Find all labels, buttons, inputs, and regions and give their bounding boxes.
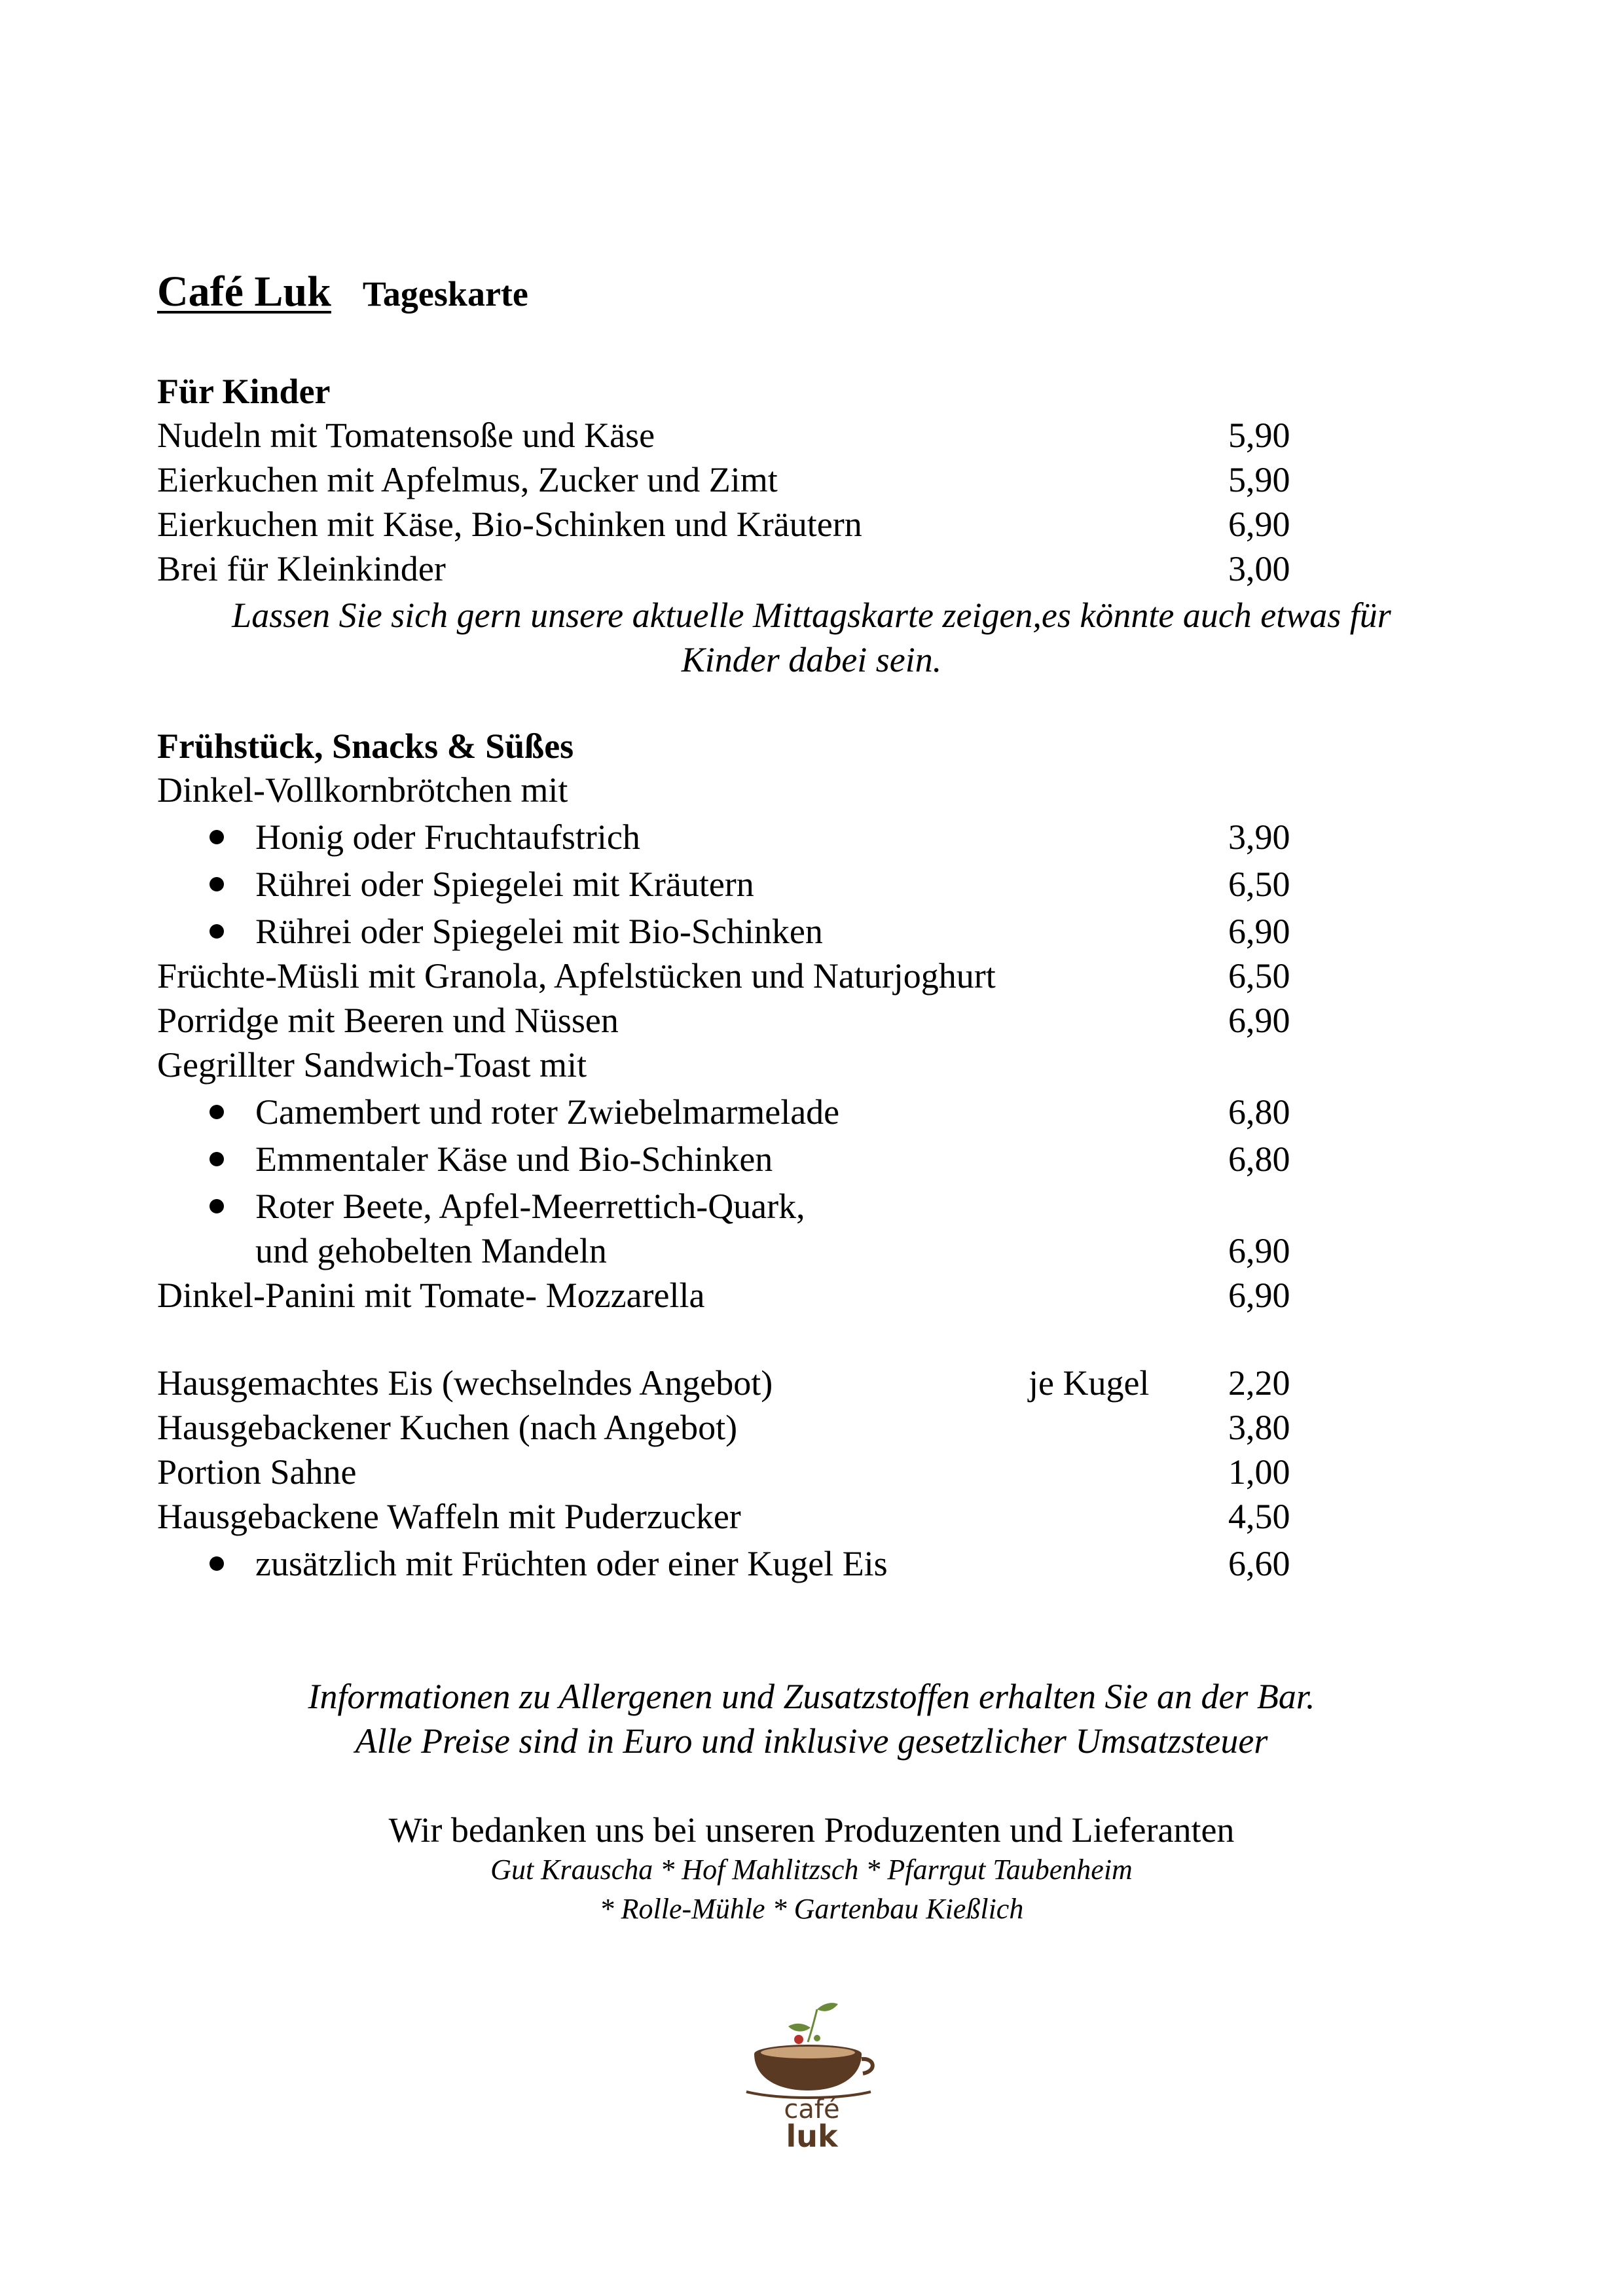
- section-heading-kinder: Für Kinder: [157, 372, 331, 411]
- menu-item-price: 2,20: [1228, 1363, 1290, 1403]
- menu-item-price: 6,80: [1228, 1092, 1290, 1132]
- menu-item-price: 6,90: [1228, 1231, 1290, 1270]
- bullet-icon: [210, 1556, 224, 1571]
- menu-item-name: Portion Sahne: [157, 1452, 357, 1492]
- bullet-icon: [210, 1152, 224, 1166]
- thanks-note: Wir bedanken uns bei unseren Produzenten und Lieferanten: [388, 1810, 1235, 1850]
- menu-option-name: Honig oder Fruchtaufstrich: [255, 817, 640, 857]
- menu-item-name: Nudeln mit Tomatensoße und Käse: [157, 416, 655, 455]
- menu-option-name: Rührei oder Spiegelei mit Kräutern: [255, 865, 754, 904]
- menu-item-name: Eierkuchen mit Apfelmus, Zucker und Zimt: [157, 460, 778, 499]
- kinder-note-line-2: Kinder dabei sein.: [681, 640, 942, 679]
- menu-option-name: zusätzlich mit Früchten oder einer Kugel Eis: [255, 1544, 888, 1583]
- menu-item-price: 6,80: [1228, 1139, 1290, 1179]
- menu-group-broetchen: Dinkel-Vollkornbrötchen mit: [157, 770, 568, 810]
- supplier-list-line-2: * Rolle-Mühle * Gartenbau Kießlich: [599, 1893, 1024, 1925]
- menu-item-price: 3,00: [1228, 549, 1290, 588]
- menu-item-price: 6,50: [1228, 865, 1290, 904]
- bullet-icon: [210, 1199, 224, 1213]
- menu-item-price: 6,50: [1228, 956, 1290, 996]
- allergen-note: Informationen zu Allergenen und Zusatzstoffen erhalten Sie an der Bar.: [308, 1677, 1315, 1716]
- menu-item-price: 6,90: [1228, 505, 1290, 544]
- menu-item-price: 1,00: [1228, 1452, 1290, 1492]
- logo-text-luk: luk: [786, 2119, 838, 2153]
- menu-item-price: 6,90: [1228, 1001, 1290, 1040]
- kinder-note-line-1: Lassen Sie sich gern unsere aktuelle Mittagskarte zeigen,es könnte auch etwas für: [232, 596, 1391, 635]
- cafe-title: Café Luk: [157, 268, 331, 315]
- menu-item-name: Eierkuchen mit Käse, Bio-Schinken und Kräutern: [157, 505, 862, 544]
- menu-group-toast: Gegrillter Sandwich-Toast mit: [157, 1045, 587, 1085]
- menu-item-price: 6,90: [1228, 912, 1290, 951]
- menu-item-price: 5,90: [1228, 416, 1290, 455]
- menu-item-unit: je Kugel: [1029, 1363, 1150, 1403]
- menu-item-price: 3,90: [1228, 817, 1290, 857]
- menu-option-name: Rührei oder Spiegelei mit Bio-Schinken: [255, 912, 823, 951]
- bullet-icon: [210, 924, 224, 939]
- menu-subtitle: Tageskarte: [362, 274, 528, 314]
- bullet-icon: [210, 1105, 224, 1119]
- menu-header: [157, 267, 528, 317]
- cafe-logo: [740, 1996, 884, 2153]
- menu-item-name: Porridge mit Beeren und Nüssen: [157, 1001, 619, 1040]
- menu-item-name: Brei für Kleinkinder: [157, 549, 446, 588]
- bullet-icon: [210, 830, 224, 844]
- menu-option-name-continued: und gehobelten Mandeln: [255, 1231, 607, 1270]
- menu-item-price: 5,90: [1228, 460, 1290, 499]
- menu-option-name: Camembert und roter Zwiebelmarmelade: [255, 1092, 840, 1132]
- logo-text-cafe: café: [784, 2094, 840, 2125]
- menu-item-name: Dinkel-Panini mit Tomate- Mozzarella: [157, 1276, 705, 1315]
- menu-item-name: Hausgemachtes Eis (wechselndes Angebot): [157, 1363, 773, 1403]
- menu-item-name: Früchte-Müsli mit Granola, Apfelstücken und Naturjoghurt: [157, 956, 996, 996]
- price-note: Alle Preise sind in Euro und inklusive gesetzlicher Umsatzsteuer: [355, 1721, 1268, 1761]
- supplier-list-line-1: Gut Krauscha * Hof Mahlitzsch * Pfarrgut Taubenheim: [490, 1854, 1133, 1886]
- menu-item-price: 6,90: [1228, 1276, 1290, 1315]
- menu-item-price: 6,60: [1228, 1544, 1290, 1583]
- menu-option-name: Emmentaler Käse und Bio-Schinken: [255, 1139, 773, 1179]
- menu-item-price: 3,80: [1228, 1408, 1290, 1447]
- menu-item-name: Hausgebackener Kuchen (nach Angebot): [157, 1408, 738, 1447]
- menu-option-name: Roter Beete, Apfel-Meerrettich-Quark,: [255, 1187, 805, 1226]
- coffee-cup-with-leaves-icon: [740, 1996, 884, 2153]
- bullet-icon: [210, 877, 224, 891]
- menu-item-name: Hausgebackene Waffeln mit Puderzucker: [157, 1497, 741, 1536]
- section-heading-fruehstueck: Frühstück, Snacks & Süßes: [157, 726, 574, 766]
- menu-item-price: 4,50: [1228, 1497, 1290, 1536]
